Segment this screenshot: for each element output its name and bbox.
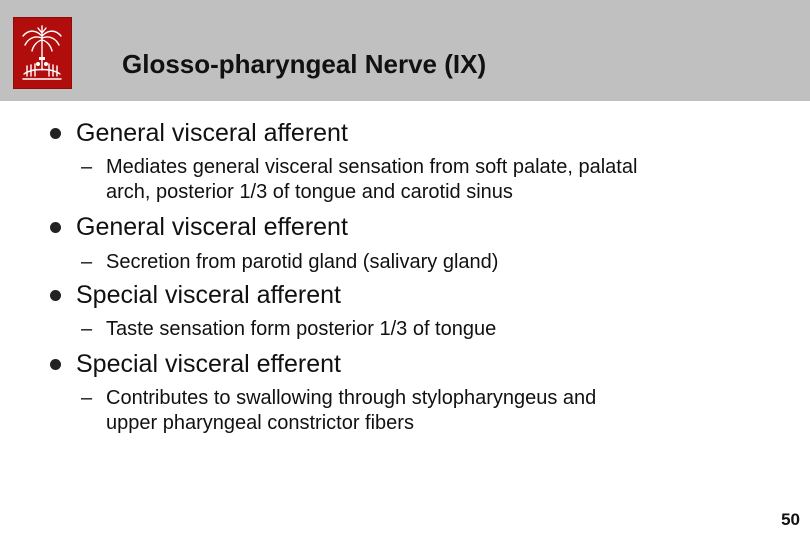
bullet-dot bbox=[50, 359, 61, 370]
slide-title: Glosso-pharyngeal Nerve (IX) bbox=[122, 49, 487, 79]
sub-bullet-dash: – bbox=[81, 251, 93, 273]
bullet-dot bbox=[50, 128, 61, 139]
bullet-heading: Special visceral afferent bbox=[76, 281, 341, 309]
bullet-heading: Special visceral efferent bbox=[76, 350, 341, 378]
sub-bullet-text: Mediates general visceral sensation from soft palate, palatal bbox=[106, 156, 638, 178]
sub-bullet-text: Secretion from parotid gland (salivary gland) bbox=[106, 251, 499, 273]
sub-bullet-text: upper pharyngeal constrictor fibers bbox=[106, 412, 414, 434]
page-number: 50 bbox=[781, 510, 800, 529]
sub-bullet-dash: – bbox=[81, 387, 93, 409]
sub-bullet-text: arch, posterior 1/3 of tongue and carotid sinus bbox=[106, 181, 513, 203]
bullet-dot bbox=[50, 290, 61, 301]
sub-bullet-dash: – bbox=[81, 318, 93, 340]
sub-bullet-text: Taste sensation form posterior 1/3 of tongue bbox=[106, 318, 497, 340]
bullet-heading: General visceral efferent bbox=[76, 213, 348, 241]
bullet-heading: General visceral afferent bbox=[76, 119, 348, 147]
sub-bullet-dash: – bbox=[81, 156, 93, 178]
sub-bullet-text: Contributes to swallowing through stylopharyngeus and bbox=[106, 387, 597, 409]
bullet-dot bbox=[50, 222, 61, 233]
